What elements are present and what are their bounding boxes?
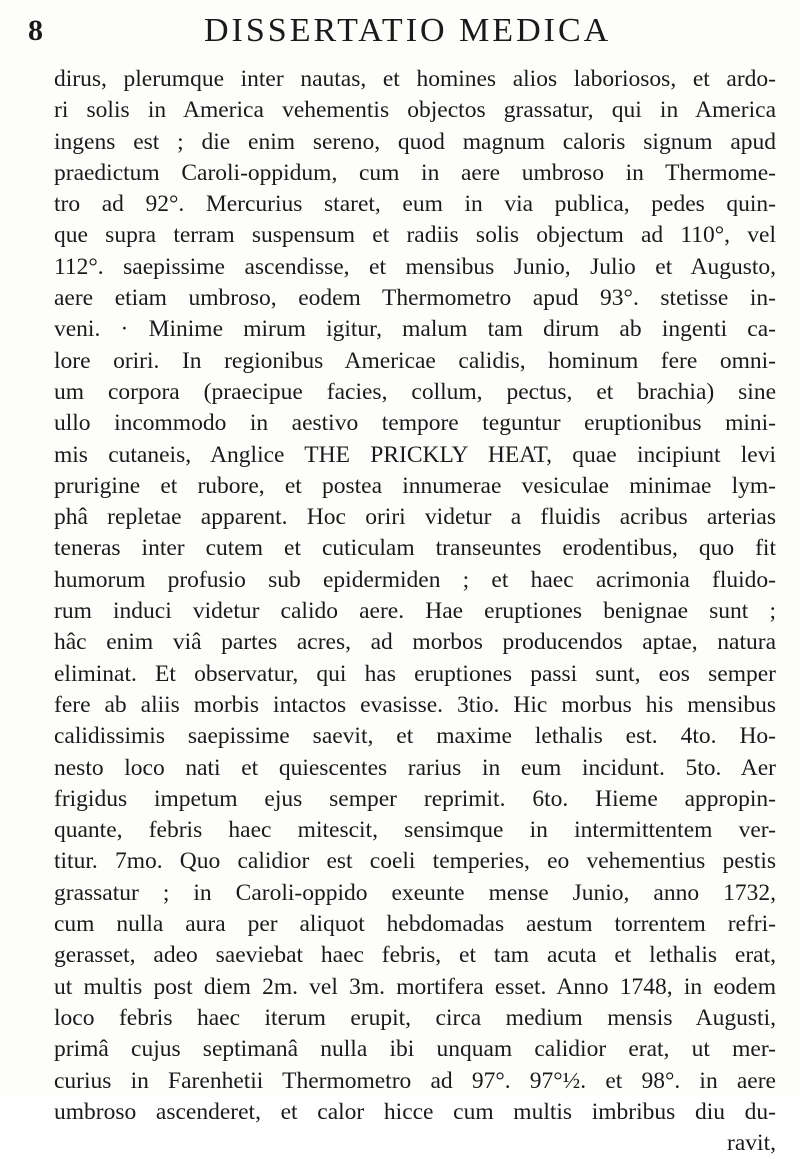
text-line: ingens est ; die enim sereno, quod magnum caloris signum apud [54,128,776,155]
text-line: primâ cujus septimanâ nulla ibi unquam calidior erat, ut mer- [54,1036,776,1063]
text-line: umbroso ascenderet, et calor hicce cum multis imbribus diu du- [54,1098,776,1125]
text-line: ravit, [727,1130,776,1157]
text-line: grassatur ; in Caroli-oppido exeunte mense Junio, anno 1732, [54,879,776,906]
text-line: frigidus impetum ejus semper reprimit. 6to. Hieme appropin- [54,785,776,812]
text-line: nesto loco nati et quiescentes rarius in eum incidunt. 5to. Aer [54,754,776,781]
text-line: praedictum Caroli-oppidum, cum in aere umbroso in Thermome- [54,159,776,186]
page-number: 8 [28,14,44,47]
text-line: teneras inter cutem et cuticulam transeuntes erodentibus, quo fit [54,535,776,562]
text-line: lore oriri. In regionibus Americae calidis, hominum fere omni- [54,347,776,374]
text-line: hâc enim viâ partes acres, ad morbos producendos aptae, natura [54,629,776,656]
text-line: ut multis post diem 2m. vel 3m. mortifera esset. Anno 1748, in eodem [54,973,776,1000]
text-line: ri solis in America vehementis objectos grassatur, qui in America [54,97,776,124]
text-line: rum induci videtur calido aere. Hae eruptiones benignae sunt ; [54,598,776,625]
page-header [28,6,768,54]
text-line: quante, febris haec mitescit, sensimque in intermittentem ver- [54,817,776,844]
text-line: aere etiam umbroso, eodem Thermometro apud 93°. stetisse in- [54,285,776,312]
text-line: calidissimis saepissime saevit, et maxime lethalis est. 4to. Ho- [54,723,776,750]
text-line: um corpora (praecipue facies, collum, pectus, et brachia) sine [54,378,776,405]
text-line: loco febris haec iterum erupit, circa medium mensis Augusti, [54,1004,776,1031]
running-title: DISSERTATIO MEDICA [204,12,612,49]
text-line: prurigine et rubore, et postea innumerae vesiculae minimae lym- [54,472,776,499]
text-line: gerasset, adeo saeviebat haec febris, et tam acuta et lethalis erat, [54,942,776,969]
text-line: humorum profusio sub epidermiden ; et haec acrimonia fluido- [54,566,776,593]
text-line: veni. · Minime mirum igitur, malum tam dirum ab ingenti ca- [54,316,776,343]
text-line: phâ repletae apparent. Hoc oriri videtur a fluidis acribus arterias [54,504,776,531]
text-line: 112°. saepissime ascendisse, et mensibus Junio, Julio et Augusto, [54,253,776,280]
body-text [54,64,776,1159]
text-line: mis cutaneis, Anglice THE PRICKLY HEAT, quae incipiunt levi [54,441,776,468]
text-line: fere ab aliis morbis intactos evasisse. 3tio. Hic morbus his mensibus [54,691,776,718]
text-line: cum nulla aura per aliquot hebdomadas aestum torrentem refri- [54,911,776,938]
text-line: tro ad 92°. Mercurius staret, eum in via publica, pedes quin- [54,191,776,218]
text-line: curius in Farenhetii Thermometro ad 97°. 97°½. et 98°. in aere [54,1067,776,1094]
text-line: que supra terram suspensum et radiis solis objectum ad 110°, vel [54,222,776,249]
text-line: ullo incommodo in aestivo tempore teguntur eruptionibus mini- [54,410,776,437]
text-line: titur. 7mo. Quo calidior est coeli temperies, eo vehementius pestis [54,848,776,875]
text-line: eliminat. Et observatur, qui has eruptiones passi sunt, eos semper [54,660,776,687]
text-line: dirus, plerumque inter nautas, et homines alios laboriosos, et ardo- [54,66,776,92]
